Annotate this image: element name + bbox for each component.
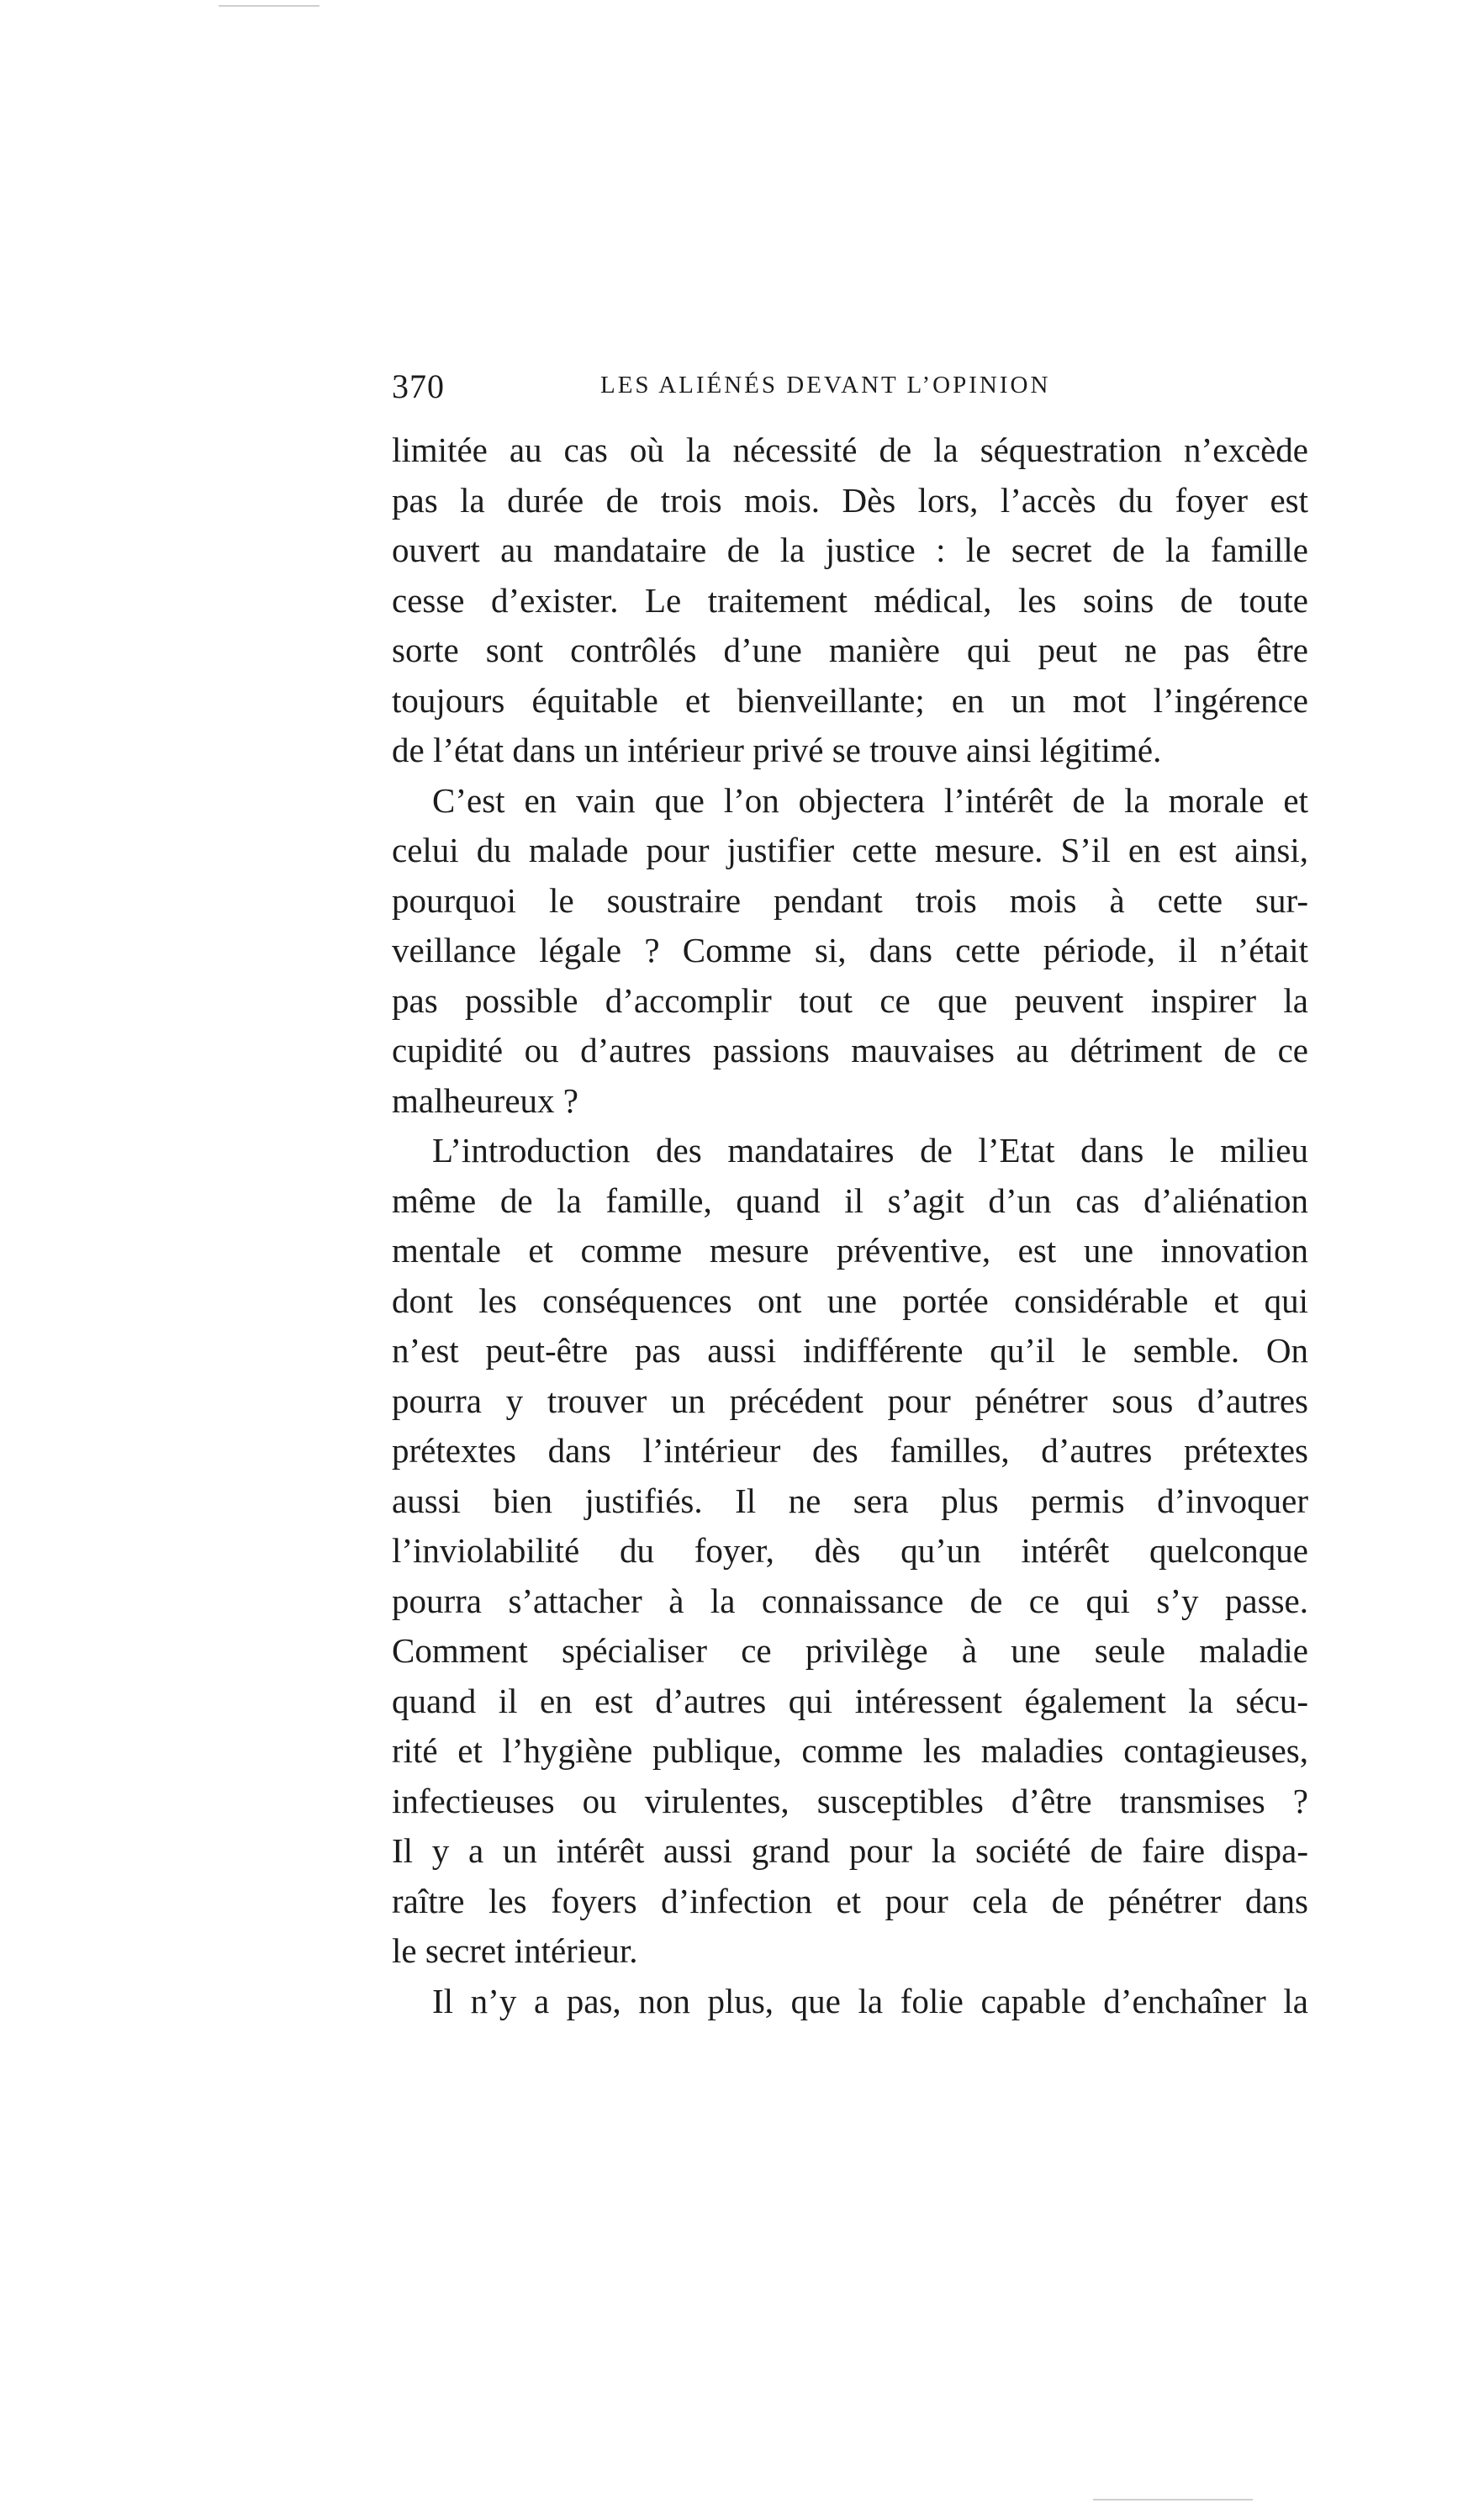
- text-line: quand il en est d’autres qui intéressent également la sécu-: [392, 1681, 1308, 1720]
- text-line: pourquoi le soustraire pendant trois mois à cette sur-: [392, 880, 1308, 920]
- text-line: cupidité ou d’autres passions mauvaises au détriment de ce: [392, 1031, 1308, 1069]
- text-line: cesse d’exister. Le traitement médical, les soins de toute: [392, 580, 1308, 620]
- text-line: l’inviolabilité du foyer, dès qu’un intérêt quelconque: [392, 1531, 1308, 1570]
- text-line: infectieuses ou virulentes, susceptibles d’être transmises ?: [392, 1781, 1308, 1820]
- text-line: aussi bien justifiés. Il ne sera plus permis d’invoquer: [392, 1481, 1308, 1520]
- text-line: celui du malade pour justifier cette mesure. S’il en est ainsi,: [392, 831, 1308, 869]
- text-line: Comment spécialiser ce privilège à une seule maladie: [392, 1631, 1308, 1670]
- page-header: [392, 367, 1308, 417]
- text-line: veillance légale ? Comme si, dans cette période, il n’était: [392, 931, 1308, 969]
- text-line: pourra y trouver un précédent pour pénétrer sous d’autres: [392, 1381, 1308, 1420]
- text-line: pourra s’attacher à la connaissance de ce qui s’y passe.: [392, 1581, 1308, 1620]
- scan-mark-top: [219, 5, 320, 7]
- body-text: [392, 425, 1308, 2026]
- text-line: raître les foyers d’infection et pour cela de pénétrer dans: [392, 1881, 1308, 1920]
- text-line: n’est peut-être pas aussi indifférente qu’il le semble. On: [392, 1331, 1308, 1370]
- text-line: L’introduction des mandataires de l’Etat dans le milieu: [432, 1131, 1308, 1170]
- text-line: même de la famille, quand il s’agit d’un cas d’aliénation: [392, 1180, 1308, 1220]
- text-line: le secret intérieur.: [392, 1931, 638, 1970]
- text-line: mentale et comme mesure préventive, est une innovation: [392, 1231, 1308, 1270]
- text-line: pas possible d’accomplir tout ce que peuvent inspirer la: [392, 980, 1308, 1020]
- text-line: ouvert au mandataire de la justice : le secret de la famille: [392, 531, 1308, 569]
- text-line: limitée au cas où la nécessité de la séquestration n’excède: [392, 430, 1308, 469]
- text-line: de l’état dans un intérieur privé se trouve ainsi légitimé.: [392, 731, 1162, 769]
- text-line: Il n’y a pas, non plus, que la folie capable d’enchaîner la: [432, 1981, 1308, 2020]
- text-line: sorte sont contrôlés d’une manière qui peut ne pas être: [392, 631, 1308, 669]
- text-line: toujours équitable et bienveillante; en un mot l’ingérence: [392, 680, 1308, 720]
- text-line: C’est en vain que l’on objectera l’intérêt de la morale et: [432, 780, 1308, 820]
- scan-mark-bottom: [1093, 2499, 1253, 2501]
- page-number: 370: [392, 367, 445, 405]
- text-line: malheureux ?: [392, 1080, 578, 1120]
- text-line: rité et l’hygiène publique, comme les maladies contagieuses,: [392, 1731, 1308, 1770]
- text-line: pas la durée de trois mois. Dès lors, l’accès du foyer est: [392, 480, 1308, 520]
- text-line: Il y a un intérêt aussi grand pour la société de faire dispa-: [392, 1831, 1308, 1870]
- text-line: prétextes dans l’intérieur des familles, d’autres prétextes: [392, 1431, 1308, 1470]
- running-title: LES ALIÉNÉS DEVANT L’OPINION: [600, 372, 1051, 399]
- text-line: dont les conséquences ont une portée considérable et qui: [392, 1281, 1308, 1320]
